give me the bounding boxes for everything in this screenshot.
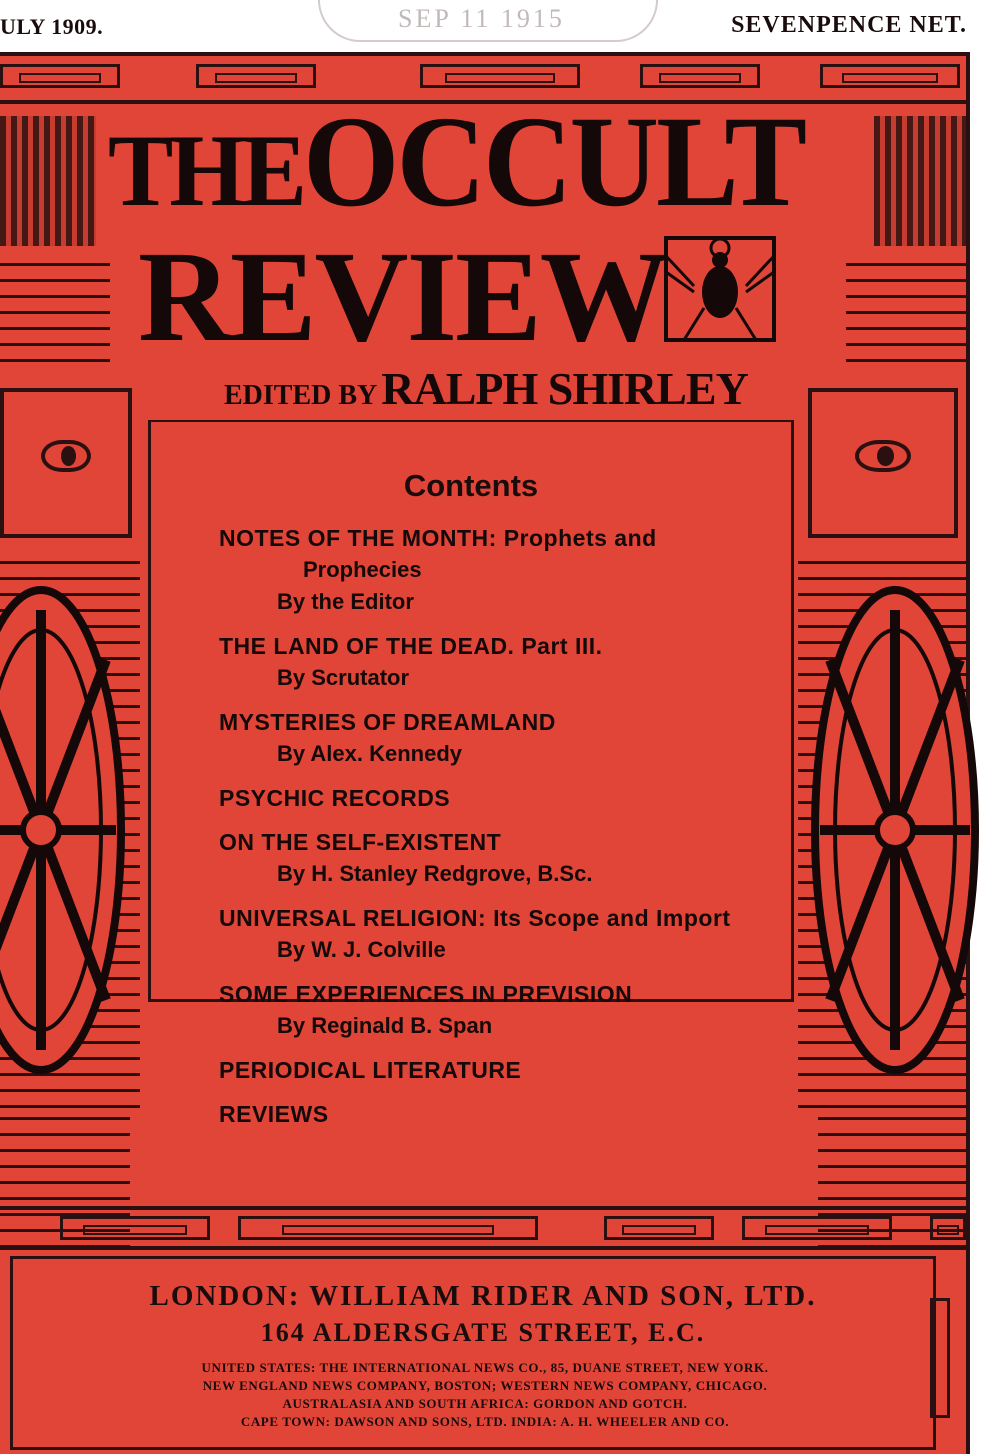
ornament-cell: [0, 64, 120, 88]
magazine-title-line2: REVIEW: [138, 225, 668, 369]
ornament-cell: [820, 64, 960, 88]
toc-entry-author: By Alex. Kennedy: [277, 741, 463, 766]
stamp-date: SEP 11 1915: [398, 4, 565, 33]
toc-entry-author: By Reginald B. Span: [277, 1013, 493, 1038]
editor-name: RALPH SHIRLEY: [381, 363, 748, 414]
scarab-icon: [664, 236, 776, 342]
table-of-contents: [219, 522, 759, 1142]
ornament-cell: [742, 1216, 892, 1240]
cover-panel: [0, 52, 970, 1454]
toc-entry-title: PERIODICAL LITERATURE: [219, 1057, 522, 1083]
right-eye-panel: [808, 388, 958, 538]
agent-line: CAPE TOWN: DAWSON AND SONS, LTD. INDIA: A. H. WHEELER AND CO.: [240, 1414, 730, 1429]
left-lotus-ornament: [0, 252, 110, 362]
toc-entry-author: By H. Stanley Redgrove, B.Sc.: [277, 861, 593, 886]
toc-entry-author: By W. J. Colville: [277, 937, 446, 962]
right-wheel-icon: [810, 580, 980, 1080]
agent-line: NEW ENGLAND NEWS COMPANY, BOSTON; WESTERN NEWS COMPANY, CHICAGO.: [202, 1378, 768, 1393]
top-rule: [0, 52, 966, 56]
toc-entry: [219, 1054, 759, 1086]
library-stamp: [318, 0, 658, 42]
publisher-name: LONDON: WILLIAM RIDER AND SON, LTD.: [149, 1280, 817, 1312]
toc-entry-title: UNIVERSAL RELIGION: Its Scope and Import: [219, 905, 731, 931]
toc-entry-author: By the Editor: [277, 589, 414, 614]
right-lotus-ornament: [846, 252, 966, 362]
left-top-pattern: [0, 116, 96, 246]
ornament-cell: [604, 1216, 714, 1240]
toc-entry: [219, 782, 759, 814]
toc-entry-title: THE LAND OF THE DEAD. Part III.: [219, 633, 603, 659]
pupil-icon: [61, 446, 76, 466]
left-wheel-icon: [0, 580, 126, 1080]
ornament-cell: [640, 64, 760, 88]
publisher-address: 164 ALDERSGATE STREET, E.C.: [260, 1318, 706, 1347]
toc-entry: [219, 826, 759, 890]
contents-box: [148, 420, 794, 1127]
title-main: OCCULT: [302, 89, 805, 234]
price-label: SEVENPENCE NET.: [731, 12, 967, 38]
bottom-ornament-bar: [0, 1210, 966, 1246]
ornament-cell: [60, 1216, 210, 1240]
publisher-side-ornament: [930, 1298, 950, 1418]
toc-entry: [219, 978, 759, 1042]
agent-line: AUSTRALASIA AND SOUTH AFRICA: GORDON AND GOTCH.: [282, 1396, 688, 1411]
ornament-cell: [196, 64, 316, 88]
toc-entry: [219, 630, 759, 694]
toc-entry-title: PSYCHIC RECORDS: [219, 785, 451, 811]
magazine-title-line1: [108, 89, 805, 234]
editor-prefix: EDITED BY: [224, 380, 378, 411]
agent-line: UNITED STATES: THE INTERNATIONAL NEWS CO., 85, DUANE STREET, NEW YORK.: [201, 1360, 769, 1375]
right-top-pattern: [874, 116, 966, 246]
toc-entry: [219, 706, 759, 770]
ornament-cell: [420, 64, 580, 88]
toc-entry: [219, 1098, 759, 1130]
toc-entry-title: MYSTERIES OF DREAMLAND: [219, 709, 556, 735]
ornament-cell: [238, 1216, 538, 1240]
contents-heading: Contents: [403, 468, 539, 503]
toc-entry-title: REVIEWS: [219, 1101, 329, 1127]
title-prefix: THE: [108, 114, 303, 229]
toc-entry-author: By Scrutator: [277, 665, 410, 690]
toc-entry-title: NOTES OF THE MONTH: Prophets and: [219, 525, 657, 551]
issue-date: ULY 1909.: [0, 14, 104, 39]
toc-entry-title: ON THE SELF-EXISTENT: [219, 829, 502, 855]
toc-entry-title-cont: Prophecies: [303, 557, 422, 582]
toc-entry-title: SOME EXPERIENCES IN PREVISION: [219, 981, 633, 1007]
toc-entry: [219, 522, 759, 618]
editor-credit: [224, 362, 748, 415]
ornament-cell: [930, 1216, 966, 1240]
toc-entry: [219, 902, 759, 966]
publisher-block: [0, 1248, 966, 1454]
left-eye-panel: [0, 388, 132, 538]
